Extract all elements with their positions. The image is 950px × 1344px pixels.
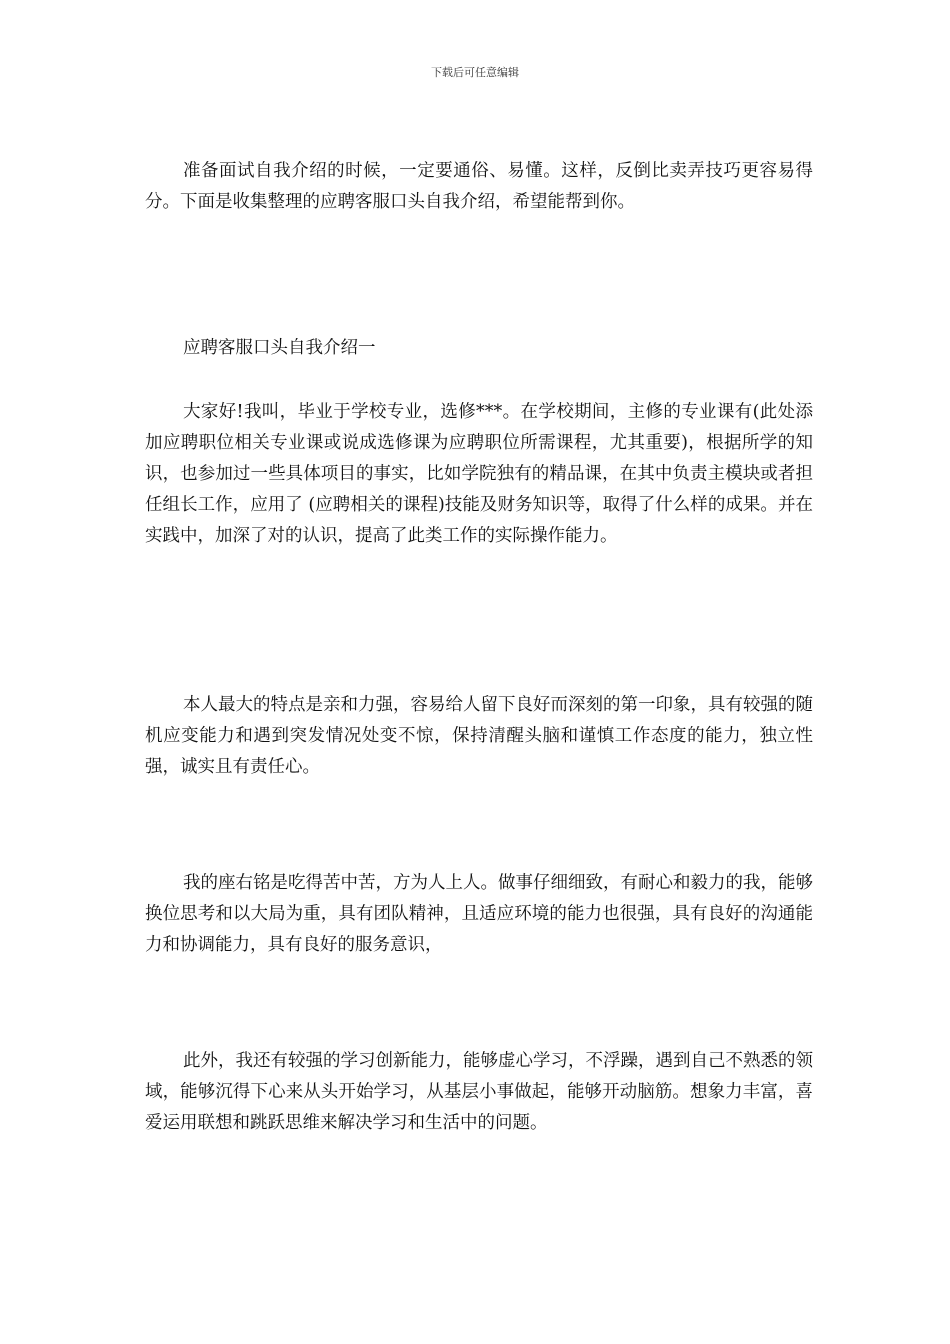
body-paragraph-education: 大家好!我叫，毕业于学校专业，选修***。在学校期间，主修的专业课有(此处添加应聘职位相关专业课或说成选修课为应聘职位所需课程，尤其重要)，根据所学的知识，也参加过一些具体项目的事实，比如学院独有的精品课，在其中负责主模块或者担任组长工作，应用了 (应聘相关的课程)技能及财务知识等，取得了什么样的成果。并在实践中，加深了对的认识，提高了此类工作的实际操作能力。 [145,402,813,546]
intro-paragraph: 准备面试自我介绍的时候，一定要通俗、易懂。这样，反倒比卖弄技巧更容易得分。下面是收集整理的应聘客服口头自我介绍，希望能帮到你。 [145,161,813,212]
body-paragraph-traits: 本人最大的特点是亲和力强，容易给人留下良好而深刻的第一印象，具有较强的随机应变能力和遇到突发情况处变不惊，保持清醒头脑和谨慎工作态度的能力，独立性强，诚实且有责任心。 [145,695,813,777]
body-paragraph-learning: 此外，我还有较强的学习创新能力，能够虚心学习，不浮躁，遇到自己不熟悉的领域，能够沉得下心来从头开始学习，从基层小事做起，能够开动脑筋。想象力丰富，喜爱运用联想和跳跃思维来解决学习和生活中的问题。 [145,1051,813,1133]
section-heading: 应聘客服口头自我介绍一 [183,338,376,358]
page-header-note: 下载后可任意编辑 [431,66,519,79]
body-paragraph-motto: 我的座右铭是吃得苦中苦，方为人上人。做事仔细细致，有耐心和毅力的我，能够换位思考和以大局为重，具有团队精神，且适应环境的能力也很强，具有良好的沟通能力和协调能力，具有良好的服务意识， [145,873,813,955]
